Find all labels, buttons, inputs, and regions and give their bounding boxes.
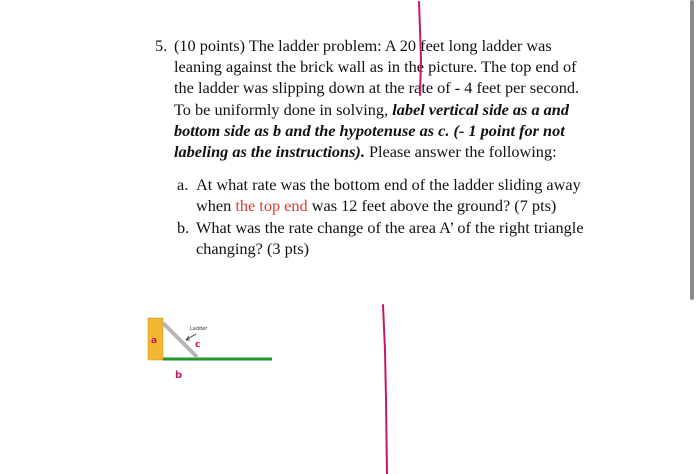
vertical-scrollbar[interactable] [690,0,694,300]
sub-question-a-text-before: At what rate was the bottom end of the ladder sliding away when [196,175,581,216]
labeling-instructions: label vertical side as a and bottom side as b and the hypotenuse as c. (- 1 point for not labeling as the instructions). [174,99,569,162]
handwritten-label-a: a [151,336,158,346]
handwritten-label-b: b [175,370,183,381]
sub-question-b-label: b. [177,217,190,237]
problem-outro: Please answer the following: [364,142,557,162]
sub-question-a-text-after: was 12 feet above the ground? (7 pts) [307,196,557,216]
sub-question-a-highlight: the top end [235,196,308,216]
ladder-caption: Ladder [190,326,208,332]
sub-question-b-text: What was the rate change of the area A’ of the right triangle changing? (3 pts) [196,217,584,258]
sub-question-a-label: a. [177,175,189,195]
ink-vertical-stroke-top [419,2,421,95]
ink-vertical-stroke-bottom [383,305,387,474]
handwritten-label-c: c [195,340,201,350]
problem-number: 5. [155,36,168,55]
problem-intro: (10 points) The ladder problem: A 20 feet long ladder was leaning against the brick wall as in the picture. The top end of the ladder was slipping down at the rate of - 4 feet per second. To be uniformly done in solving, [174,36,580,119]
